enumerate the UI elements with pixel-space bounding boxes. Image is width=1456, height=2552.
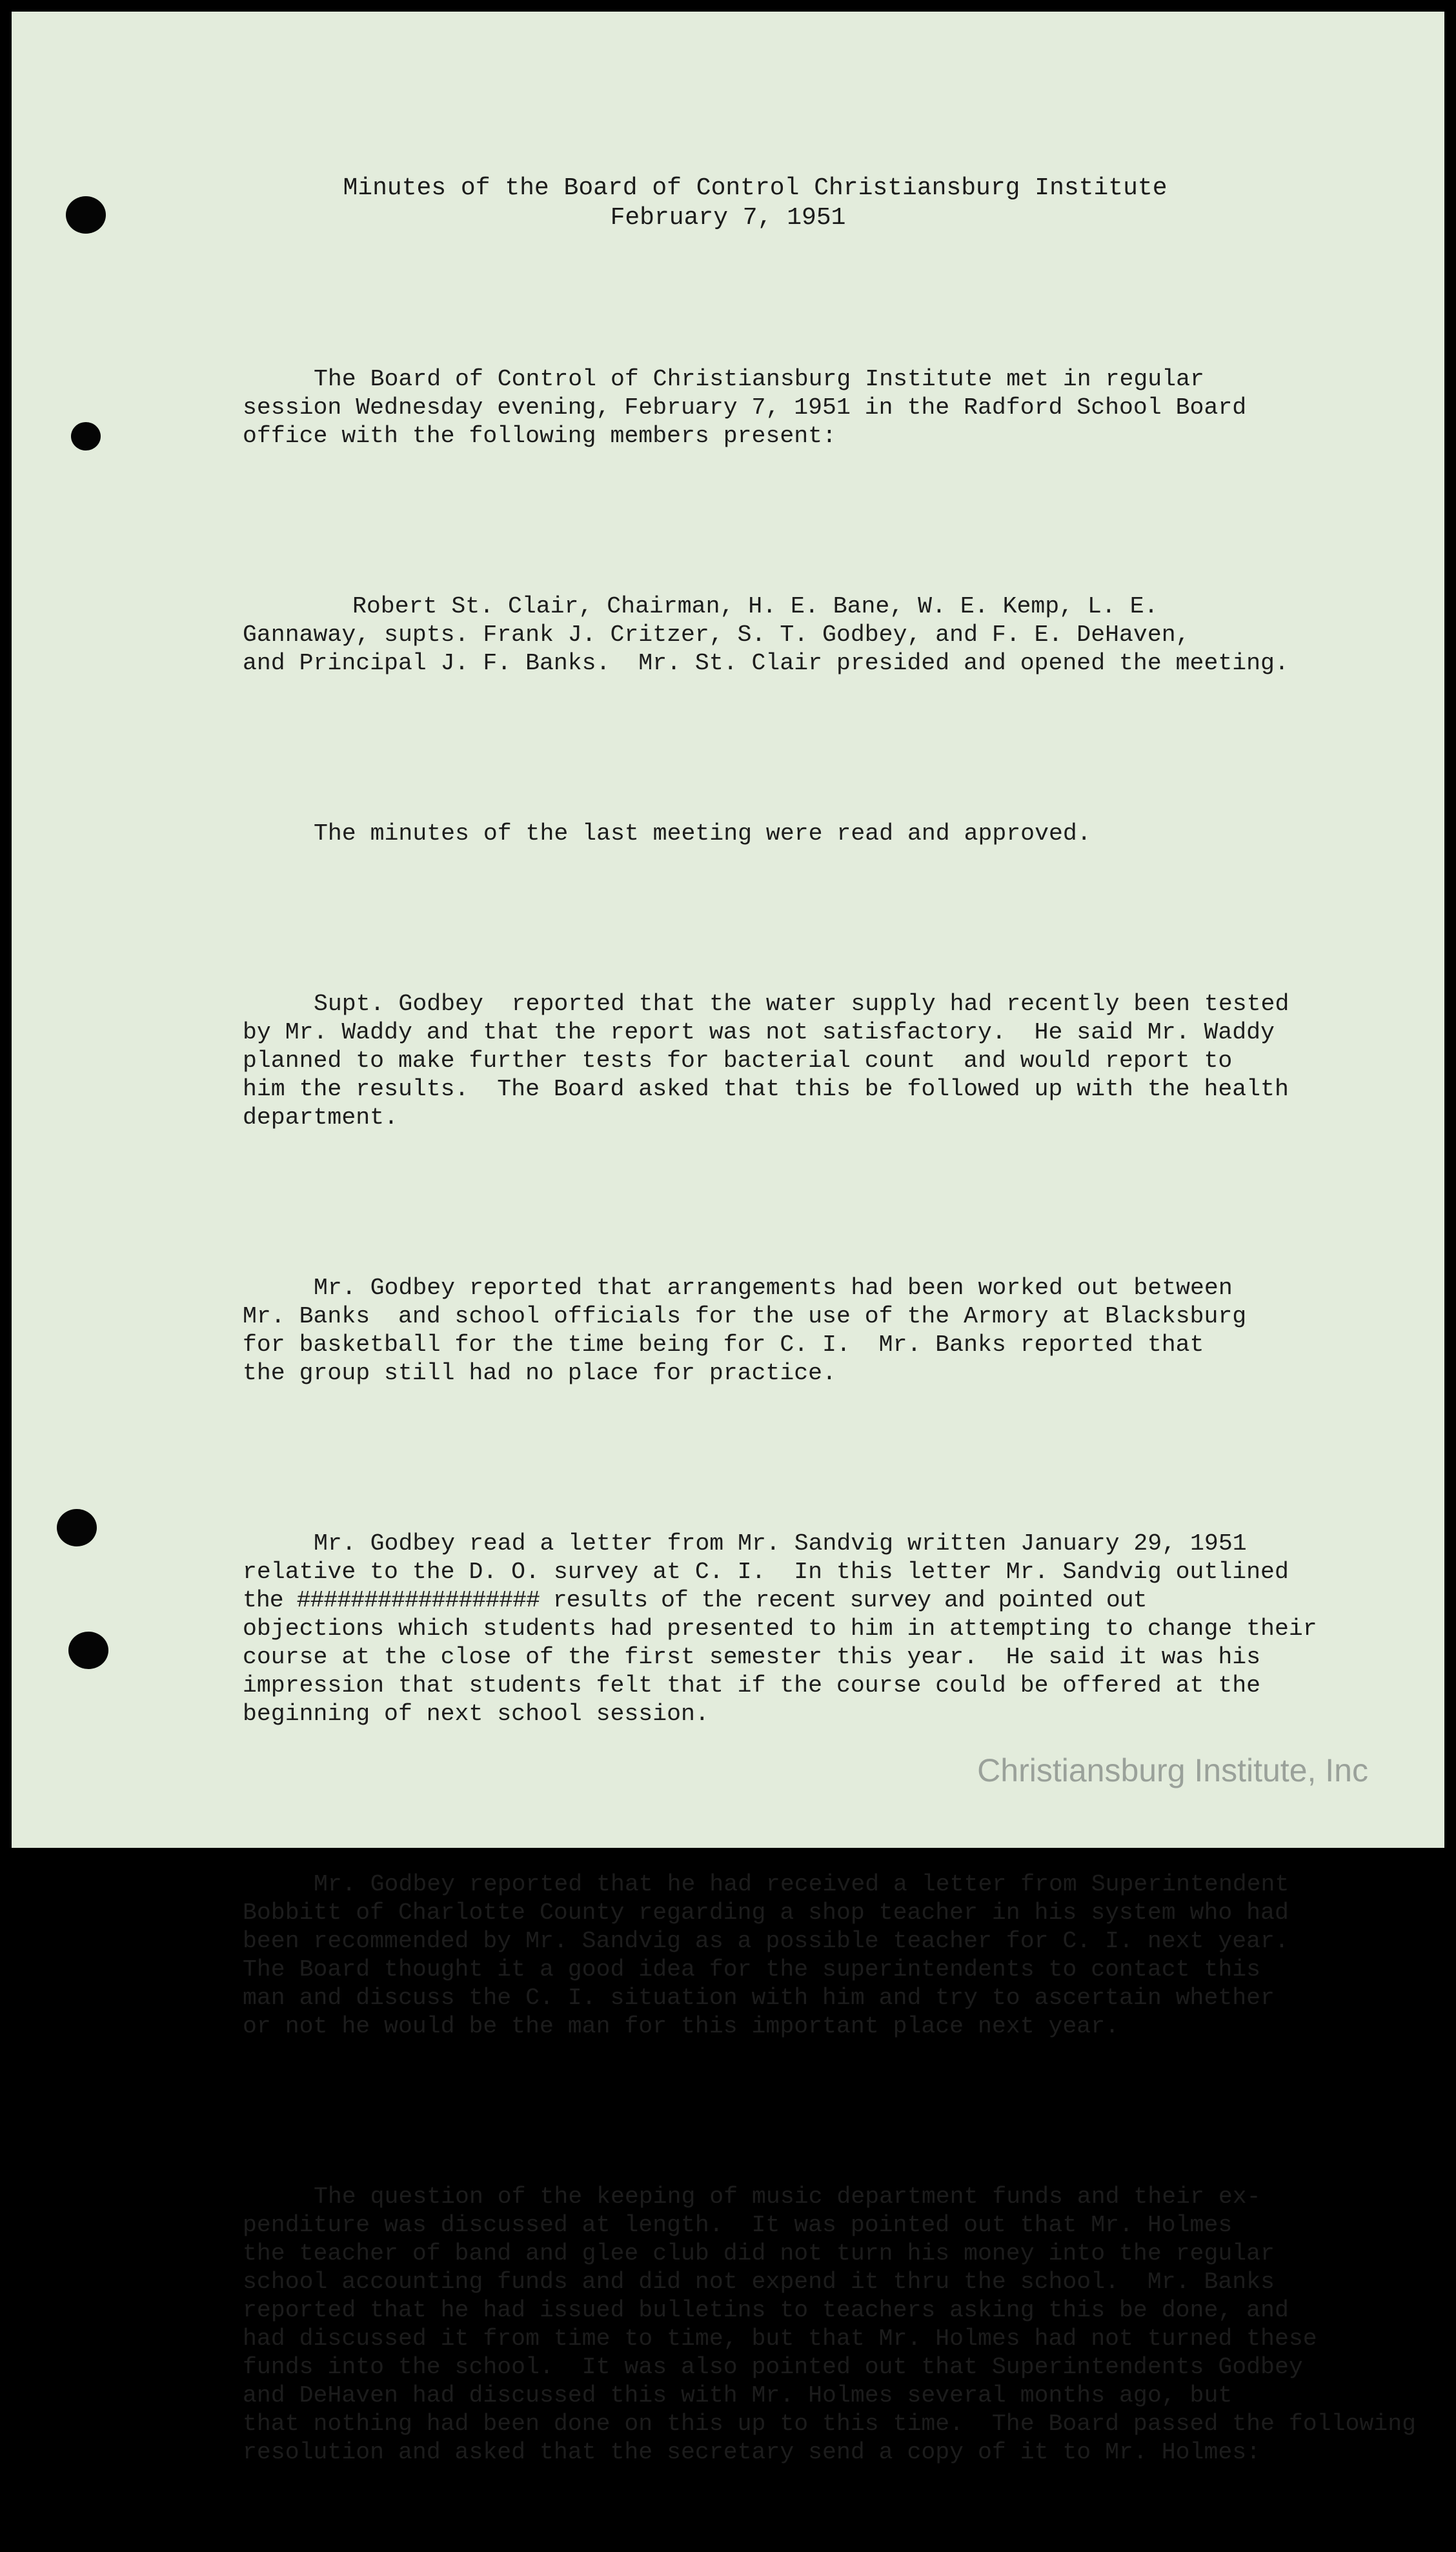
text-line: the teacher of band and glee club did not turn his money into the regular [243, 2240, 1275, 2267]
paragraph-members [243, 536, 1430, 734]
text-line: man and discuss the C. I. situation with him and try to ascertain whether [243, 1985, 1275, 2011]
text-line: The Board of Control of Christiansburg Institute met in regular [314, 366, 1204, 392]
text-line: for basketball for the time being for C. I. Mr. Banks reported that [243, 1332, 1204, 1358]
text-line: by Mr. Waddy and that the report was not satisfactory. He said Mr. Waddy [243, 1019, 1275, 1046]
text-line: department. [243, 1104, 398, 1131]
text-line: that nothing had been done on this up to this time. The Board passed the following [243, 2411, 1416, 2437]
paragraph-opening [243, 309, 1430, 507]
text-line: Mr. Godbey reported that arrangements had been worked out between [314, 1275, 1233, 1301]
minutes-body [243, 309, 1430, 2552]
watermark: Christiansburg Institute, Inc [977, 1752, 1368, 1788]
text-line: relative to the D. O. survey at C. I. In this letter Mr. Sandvig outlined [243, 1559, 1289, 1585]
text-line: Mr. Godbey reported that he had received a letter from Superintendent [314, 1871, 1289, 1898]
text-line: penditure was discussed at length. It was pointed out that Mr. Holmes [243, 2212, 1233, 2238]
punch-hole-bottom [68, 1632, 108, 1669]
text-line: objections which students had presented to him in attempting to change their [243, 1615, 1317, 1642]
paragraph-survey-letter [243, 1473, 1430, 1785]
text-line: funds into the school. It was also pointed out that Superintendents Godbey [243, 2354, 1303, 2380]
text-line: Supt. Godbey reported that the water supply had recently been tested [314, 991, 1289, 1017]
paragraph-music-funds [243, 2126, 1430, 2524]
document-page [12, 12, 1444, 2466]
text-line: the group still had no place for practice. [243, 1360, 836, 1386]
text-line: Robert St. Clair, Chairman, H. E. Bane, W. E. Kemp, L. E. [352, 593, 1158, 620]
text-line: or not he would be the man for this important place next year. [243, 2013, 1120, 2040]
text-line: The minutes of the last meeting were read and approved. [314, 820, 1091, 847]
text-line: Mr. Banks and school officials for the use of the Armory at Blacksburg [243, 1303, 1247, 1330]
paragraph-minutes-approved [243, 763, 1430, 905]
document-date [12, 203, 1444, 234]
text-line: resolution and asked that the secretary send a copy of it to Mr. Holmes: [243, 2439, 1261, 2466]
text-line: been recommended by Mr. Sandvig as a possible teacher for C. I. next year. [243, 1928, 1289, 1954]
paragraph-armory [243, 1217, 1430, 1444]
text-line: and Principal J. F. Banks. Mr. St. Clair presided and opened the meeting. [243, 650, 1289, 676]
text-line: had discussed it from time to time, but that Mr. Holmes had not turned these [243, 2325, 1317, 2352]
text-line: and DeHaven had discussed this with Mr. Holmes several months ago, but [243, 2382, 1233, 2409]
text-line: course at the close of the first semester this year. He said it was his [243, 1644, 1261, 1670]
title-line-2: February 7, 1951 [610, 204, 846, 232]
text-line: planned to make further tests for bacterial count and would report to [243, 1048, 1233, 1074]
text-line: him the results. The Board asked that this be followed up with the health [243, 1076, 1289, 1102]
text-line-struck: the ################## results of the recent survey and pointed out [243, 1587, 1147, 1614]
text-line: The Board thought it a good idea for the superintendents to contact this [243, 1956, 1261, 1983]
text-line: school accounting funds and did not expend it thru the school. Mr. Banks [243, 2269, 1275, 2295]
paragraph-shop-teacher [243, 1814, 1430, 2098]
text-line: reported that he had issued bulletins to teachers asking this be done, and [243, 2297, 1289, 2324]
text-line: impression that students felt that if the course could be offered at the [243, 1672, 1261, 1699]
title-line-1: Minutes of the Board of Control Christiansburg Institute [343, 174, 1168, 202]
text-line: beginning of next school session. [243, 1701, 709, 1727]
punch-hole-lower-mid [57, 1509, 97, 1546]
text-line: Mr. Godbey read a letter from Mr. Sandvig written January 29, 1951 [314, 1530, 1247, 1557]
text-line: Bobbitt of Charlotte County regarding a shop teacher in his system who had [243, 1899, 1289, 1926]
text-line: office with the following members present: [243, 423, 836, 449]
punch-hole-upper-mid [71, 422, 101, 451]
text-line: session Wednesday evening, February 7, 1951 in the Radford School Board [243, 394, 1247, 421]
text-line: Gannaway, supts. Frank J. Critzer, S. T. Godbey, and F. E. DeHaven, [243, 622, 1190, 648]
paragraph-water-supply [243, 933, 1430, 1189]
document-title [12, 173, 1444, 204]
text-line: The question of the keeping of music department funds and their ex- [314, 2183, 1261, 2210]
